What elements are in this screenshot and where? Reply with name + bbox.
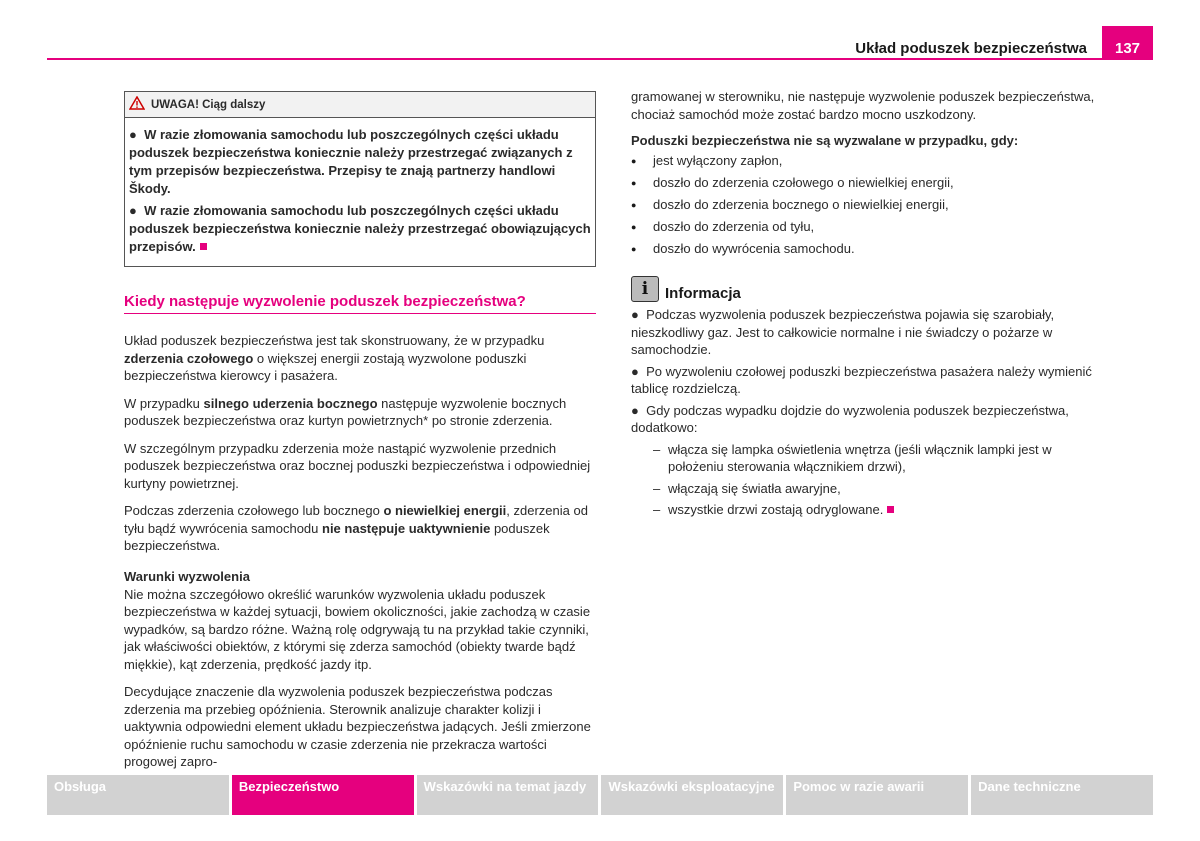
right-column bbox=[631, 88, 1103, 523]
paragraph: Nie można szczegółowo określić warunków wyzwolenia układu poduszek bezpieczeństwa w każdej sytuacji, bowiem okoliczności, jakie zachodzą w czasie wypadków, są bardzo różne. Ważną rolę odgrywają tu na przykład takie czynniki, jak właściwości obiektów, z którymi się zderza samochód (obiekty twarde bądź miękkie), kąt zderzenia, prędkość jazdy itp. bbox=[124, 586, 591, 672]
footer-nav bbox=[47, 775, 1153, 815]
footer-tab-jazda[interactable]: Wskazówki na temat jazdy bbox=[417, 775, 599, 815]
info-item: ● Gdy podczas wypadku dojdzie do wyzwolenia poduszek bezpieczeństwa, dodatkowo: bbox=[631, 402, 1069, 435]
paragraph: W szczególnym przypadku zderzenia może nastąpić wyzwolenie przednich poduszek bezpieczeństwa oraz bocznej poduszki bezpieczeństwa i odpowiedniej kurtyny powietrznej. bbox=[124, 440, 591, 491]
left-column bbox=[124, 91, 596, 781]
paragraph: W przypadku silnego uderzenia bocznego następuje wyzwolenie bocznych poduszek bezpieczeństwa oraz kurtyn powietrznych* po stronie zderzenia. bbox=[124, 395, 567, 428]
warning-item: ● W razie złomowania samochodu lub poszczególnych części układu poduszek bezpieczeństwa koniecznie należy przestrzegać związanych z tym przepisów bezpieczeństwa. Przepisy te znają partnerzy handlowi Škody. bbox=[129, 127, 573, 196]
list-item: ● doszło do zderzenia czołowego o niewielkiej energii, bbox=[631, 172, 1103, 194]
footer-tab-pomoc[interactable]: Pomoc w razie awarii bbox=[786, 775, 968, 815]
list-item: ● doszło do zderzenia od tyłu, bbox=[631, 216, 1103, 238]
section-heading: Kiedy następuje wyzwolenie poduszek bezpieczeństwa? bbox=[124, 293, 596, 314]
header-rule bbox=[47, 58, 1153, 60]
footer-tab-obsluga[interactable]: Obsługa bbox=[47, 775, 229, 815]
info-header bbox=[631, 276, 1103, 302]
paragraph: Układ poduszek bezpieczeństwa jest tak skonstruowany, że w przypadku zderzenia czołowego o większej energii zostają wyzwolone poduszki bezpieczeństwa kierowcy i pasażera. bbox=[124, 333, 545, 383]
dash-item: – włącza się lampka oświetlenia wnętrza (jeśli włącznik lampki jest w położeniu sterowania włącznikiem drzwi), bbox=[653, 441, 1103, 476]
info-list bbox=[631, 306, 1103, 437]
list-item: ● doszło do wywrócenia samochodu. bbox=[631, 238, 1103, 260]
warning-item: ● W razie złomowania samochodu lub poszczególnych części układu poduszek bezpieczeństwa koniecznie należy przestrzegać obowiązujących przepisów. bbox=[129, 203, 591, 254]
list-item: ● doszło do zderzenia bocznego o niewielkiej energii, bbox=[631, 194, 1103, 216]
nonfire-list bbox=[631, 150, 1103, 260]
subheading: Poduszki bezpieczeństwa nie są wyzwalane w przypadku, gdy: bbox=[631, 133, 1019, 148]
warning-label: UWAGA! Ciąg dalszy bbox=[151, 98, 266, 111]
page-number: 137 bbox=[1102, 26, 1153, 59]
info-item: ● Podczas wyzwolenia poduszek bezpieczeństwa pojawia się szarobiały, nieszkodliwy gaz. Jest to całkowicie normalne i nie świadczy o pożarze w samochodzie. bbox=[631, 307, 1055, 357]
paragraph: Decydujące znaczenie dla wyzwolenia poduszek bezpieczeństwa podczas zderzenia ma przebieg opóźnienia. Sterownik analizuje charakter kolizji i uaktywnia odpowiedni element układu bezpieczeństwa jadących. Jeśli zmierzone opóźnienie ruchu samochodu w czasie zderzenia nie przekracza wartości progowej zapro- bbox=[124, 684, 591, 769]
paragraph: Podczas zderzenia czołowego lub bocznego o niewielkiej energii, zderzenia od tyłu bądź wywrócenia samochodu nie następuje uaktywnienie poduszek bezpieczeństwa. bbox=[124, 503, 588, 553]
subheading: Warunki wyzwolenia bbox=[124, 568, 250, 584]
warning-box bbox=[124, 91, 596, 267]
info-icon: i bbox=[631, 276, 659, 302]
warning-header bbox=[125, 92, 595, 118]
warning-body bbox=[125, 118, 595, 266]
dash-item: – wszystkie drzwi zostają odryglowane. bbox=[653, 501, 1103, 519]
paragraph: gramowanej w sterowniku, nie następuje wyzwolenie poduszek bezpieczeństwa, chociaż samochód może zostać bardzo mocno uszkodzony. bbox=[631, 89, 1095, 122]
end-marker-icon bbox=[200, 243, 207, 250]
footer-tab-bezpieczenstwo[interactable]: Bezpieczeństwo bbox=[232, 775, 414, 815]
dash-item: – włączają się światła awaryjne, bbox=[653, 480, 1103, 498]
page-header-title: Układ poduszek bezpieczeństwa bbox=[855, 40, 1087, 57]
info-title: Informacja bbox=[665, 285, 741, 302]
end-marker-icon bbox=[887, 506, 894, 513]
info-item: ● Po wyzwoleniu czołowej poduszki bezpieczeństwa pasażera należy wymienić tablicę rozdzielczą. bbox=[631, 363, 1092, 396]
dash-list bbox=[653, 441, 1103, 519]
warning-triangle-icon bbox=[129, 96, 145, 113]
footer-tab-eksploatacja[interactable]: Wskazówki eksploatacyjne bbox=[601, 775, 783, 815]
list-item: ● jest wyłączony zapłon, bbox=[631, 150, 1103, 172]
footer-tab-dane[interactable]: Dane techniczne bbox=[971, 775, 1153, 815]
